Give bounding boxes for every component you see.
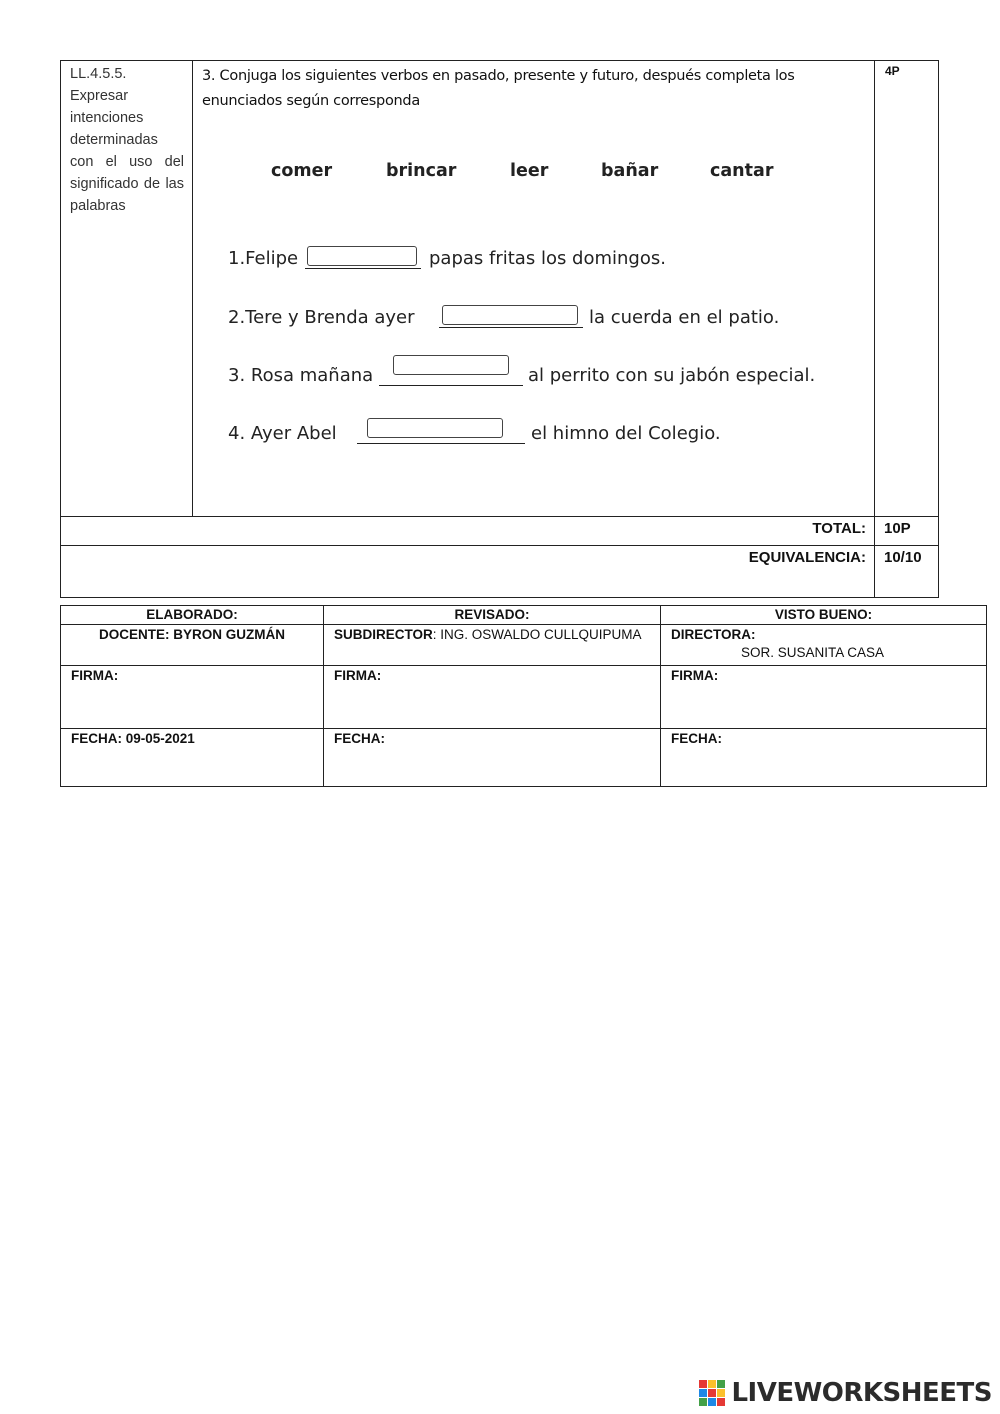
sentence-4-before: 4. Ayer Abel (228, 423, 337, 444)
sentence-1-before: 1.Felipe (228, 248, 299, 269)
underline-3 (379, 385, 523, 386)
instruction-text: 3. Conjuga los siguientes verbos en pasado, presente y futuro, después completa los enunciados según corresponda (202, 68, 795, 109)
verb-cantar: cantar (710, 161, 774, 181)
header-revisado: REVISADO: (324, 606, 661, 625)
directora-cell (661, 625, 987, 666)
skill-text: LL.4.5.5. Expresar intenciones determinadas con el uso del significado de las palabras (70, 66, 184, 214)
answer-input-2[interactable] (442, 305, 578, 325)
firma-revisado: FIRMA: (324, 666, 661, 729)
firma-elaborado: FIRMA: (61, 666, 324, 729)
answer-input-3[interactable] (393, 355, 509, 375)
sentence-1-after: papas fritas los domingos. (429, 248, 666, 269)
sentence-3-before: 3. Rosa mañana (228, 365, 374, 386)
header-elaborado: ELABORADO: (61, 606, 324, 625)
sentence-4-after: el himno del Colegio. (531, 423, 721, 444)
subdirector-name: : ING. OSWALDO CULLQUIPUMA (432, 627, 642, 642)
points-cell (875, 61, 939, 517)
directora-name: SOR. SUSANITA CASA (741, 645, 885, 660)
verb-comer: comer (271, 161, 333, 181)
verb-leer: leer (510, 161, 549, 181)
verb-brincar: brincar (386, 161, 457, 181)
sentence-3-after: al perrito con su jabón especial. (528, 365, 816, 386)
evaluation-table (60, 60, 939, 598)
fecha-revisado: FECHA: (324, 729, 661, 787)
total-row (61, 517, 939, 546)
subdirector-cell (324, 625, 661, 666)
header-visto-bueno: VISTO BUENO: (661, 606, 987, 625)
firma-visto-bueno: FIRMA: (661, 666, 987, 729)
total-value: 10P (875, 517, 939, 546)
total-label: TOTAL: (61, 517, 875, 546)
directora-label: DIRECTORA: (671, 627, 756, 642)
underline-4 (357, 443, 525, 444)
subdirector-label: SUBDIRECTOR (334, 627, 433, 642)
sentence-2-after: la cuerda en el patio. (589, 307, 780, 328)
liveworksheets-mark-icon (699, 1380, 725, 1406)
answer-input-4[interactable] (367, 418, 503, 438)
underline-2 (439, 327, 583, 328)
answer-input-1[interactable] (307, 246, 417, 266)
liveworksheets-text: LIVEWORKSHEETS (731, 1378, 992, 1408)
fecha-elaborado: FECHA: 09-05-2021 (61, 729, 324, 787)
verb-banar: bañar (601, 161, 659, 181)
fecha-visto-bueno: FECHA: (661, 729, 987, 787)
equivalencia-label: EQUIVALENCIA: (61, 546, 875, 598)
equivalencia-row (61, 546, 939, 598)
docente-name: DOCENTE: BYRON GUZMÁN (61, 625, 324, 666)
equivalencia-value: 10/10 (875, 546, 939, 598)
task-cell (193, 61, 875, 517)
underline-1 (305, 268, 421, 269)
signature-table (60, 605, 987, 787)
skill-cell (61, 61, 193, 517)
sentence-2-before: 2.Tere y Brenda ayer (228, 307, 415, 328)
points-value: 4P (885, 64, 900, 78)
liveworksheets-logo (699, 1378, 992, 1408)
